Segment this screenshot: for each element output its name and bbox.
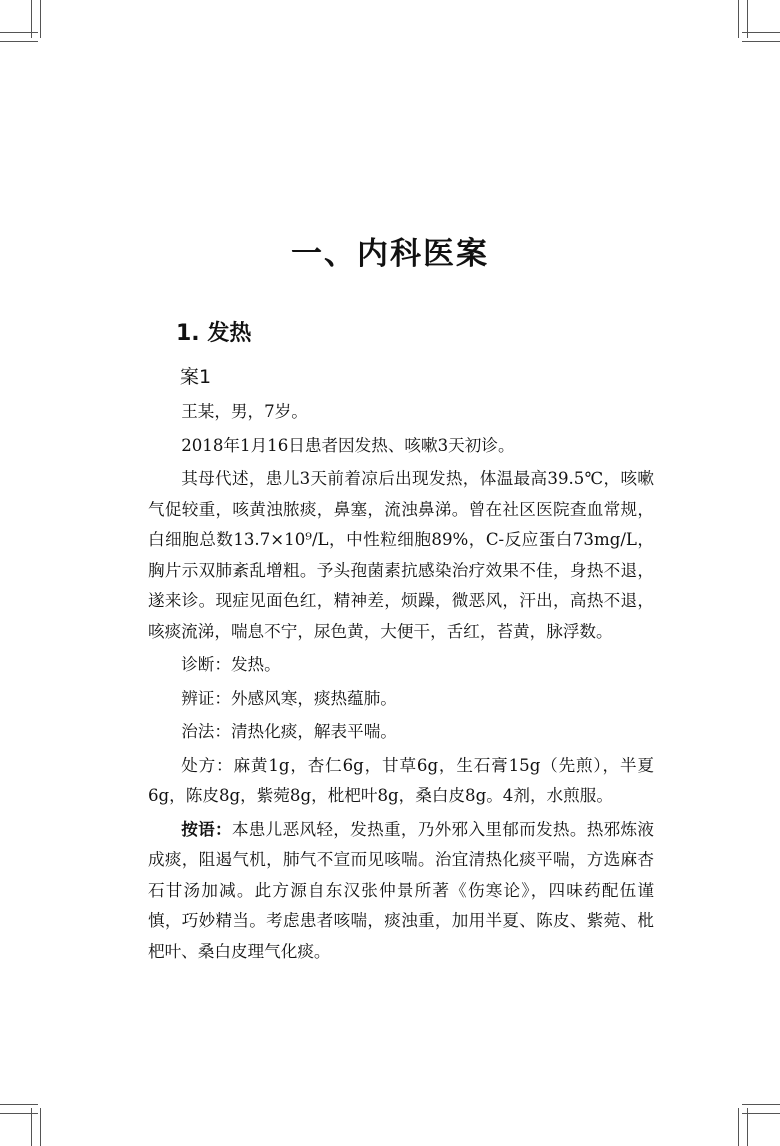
case-body [148, 397, 654, 967]
treatment-text: 清热化痰，解表平喘。 [230, 722, 397, 741]
note-text: 本患儿恶风轻，发热重，乃外邪入里郁而发热。热邪炼液成痰，阻遏气机，肺气不宣而见咳喘。治宜清热化痰平喘，方选麻杏石甘汤加减。此方源自东汉张仲景所著《伤寒论》，四味药配伍谨慎，巧妙精当。考虑患者咳喘，痰浊重，加用半夏、陈皮、紫菀、枇杷叶、桑白皮理气化痰。 [148, 819, 655, 961]
prescription-label: 处方： [181, 755, 234, 775]
diagnosis-paragraph [148, 650, 654, 681]
crop-mark [0, 1113, 38, 1114]
crop-mark [738, 0, 739, 38]
crop-mark [0, 41, 38, 42]
case-label: 案1 [180, 366, 212, 388]
crop-mark [0, 32, 38, 33]
note-paragraph [148, 815, 654, 968]
treatment-paragraph [148, 717, 654, 748]
chapter-title: 一、内科医案 [291, 236, 489, 272]
patient-info: 王某，男，7岁。 [181, 402, 308, 421]
diagnosis-label: 诊断： [181, 655, 231, 674]
treatment-label: 治法： [181, 722, 231, 741]
syndrome-paragraph [148, 684, 654, 715]
prescription-paragraph [148, 751, 654, 812]
crop-mark [40, 0, 41, 38]
note-label: 按语： [181, 819, 232, 839]
visit-info: 2018年1月16日患者因发热、咳嗽3天初诊。 [181, 435, 515, 455]
prescription-text: 麻黄1g，杏仁6g，甘草6g，生石膏15g（先煎），半夏6g，陈皮8g，紫菀8g，枇杷叶8g，桑白皮8g。4剂，水煎服。 [148, 755, 654, 805]
crop-mark [40, 1108, 41, 1146]
crop-mark [0, 1104, 38, 1105]
crop-mark [738, 1108, 739, 1146]
diagnosis-text: 发热。 [230, 655, 281, 674]
syndrome-label: 辨证： [181, 688, 231, 708]
crop-mark [742, 1104, 780, 1105]
crop-mark [742, 1113, 780, 1114]
syndrome-text: 外感风寒，痰热蕴肺。 [230, 688, 397, 708]
crop-mark [742, 32, 780, 33]
section-title: 1. 发热 [176, 321, 252, 346]
history-paragraph: 其母代述，患儿3天前着凉后出现发热，体温最高39.5℃，咳嗽气促较重，咳黄浊脓痰，鼻塞，流浊鼻涕。曾在社区医院查血常规，白细胞总数13.7×10⁹/L，中性粒细胞89%，C-反应蛋白73mg/L，胸片示双肺紊乱增粗。予头孢菌素抗感染治疗效果不佳，身热不退，遂来诊。现症见面色红，精神差，烦躁，微恶风，汗出，高热不退，咳痰流涕，喘息不宁，尿色黄，大便干，舌红，苔黄，脉浮数。 [148, 469, 654, 641]
crop-mark [742, 41, 780, 42]
